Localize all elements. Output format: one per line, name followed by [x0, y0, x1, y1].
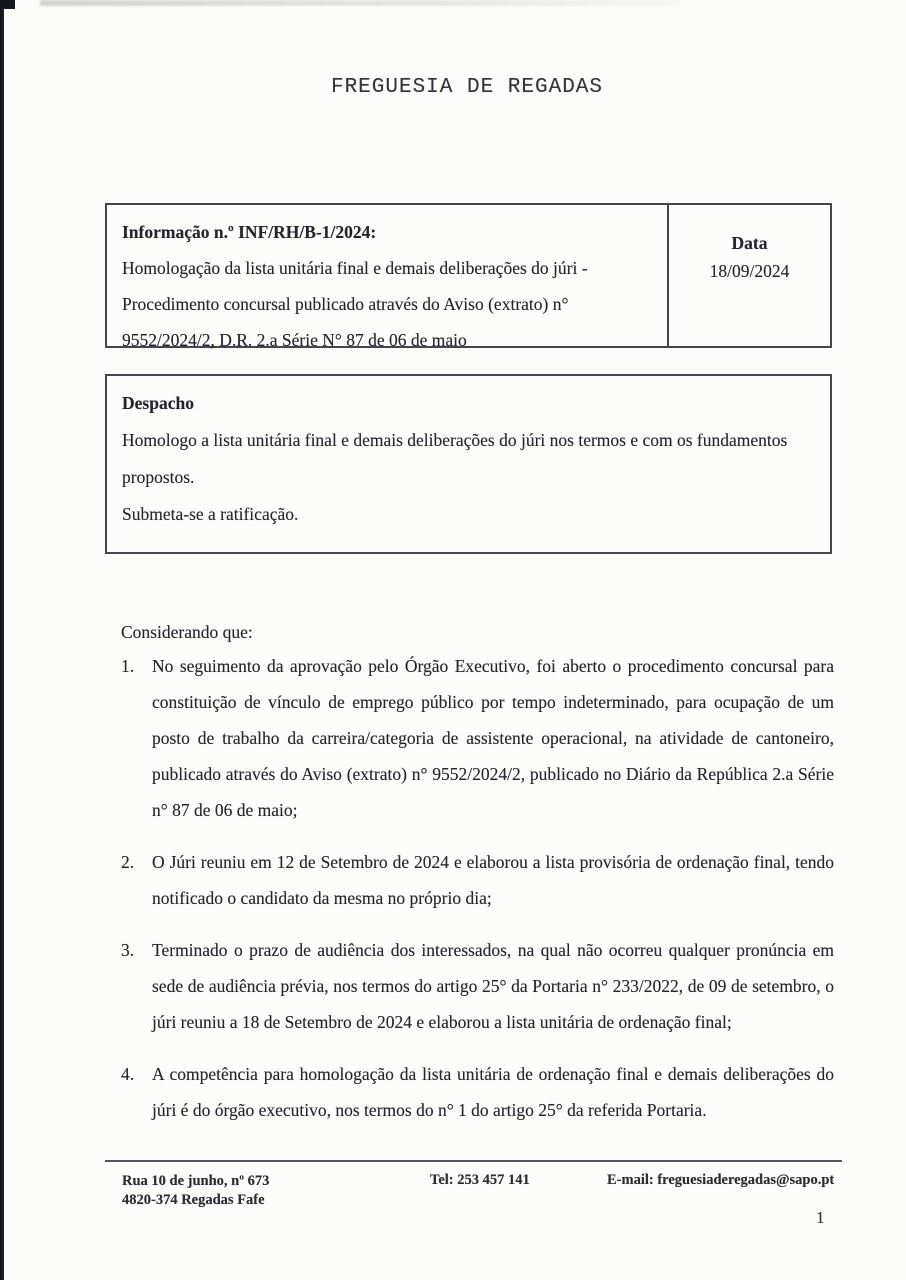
- consideration-item: [121, 844, 834, 916]
- despacho-text-line: Submeta-se a ratificação.: [122, 504, 299, 524]
- page-number: 1: [816, 1208, 825, 1227]
- item-text: Terminado o prazo de audiência dos interessados, na qual não ocorreu qualquer pronúncia em sede de audiência prévia, nos termos do artigo 25° da Portaria n° 233/2022, de 09 de setembro, o júri reuniu a 18 de Setembro de 2024 e elaborou a lista unitária de ordenação final;: [152, 940, 834, 1032]
- document-title: FREGUESIA DE REGADAS: [330, 76, 604, 99]
- consideration-item: [121, 1056, 834, 1128]
- info-table: [105, 203, 832, 348]
- item-number: 2.: [121, 852, 135, 872]
- considerations-section: [121, 618, 834, 1144]
- info-reference-number: Informação n.º INF/RH/B-1/2024:: [122, 222, 377, 242]
- consideration-item: [121, 648, 834, 828]
- despacho-box: [105, 374, 832, 554]
- info-subject-line: 9552/2024/2, D.R. 2.a Série N° 87 de 06 de maio: [122, 330, 467, 350]
- footer-address-line1: Rua 10 de junho, nº 673: [122, 1173, 270, 1189]
- considerations-list: [121, 648, 834, 1128]
- info-cell-main: [107, 205, 669, 350]
- despacho-title: Despacho: [122, 393, 194, 413]
- item-text: O Júri reuniu em 12 de Setembro de 2024 e elaborou a lista provisória de ordenação final, tendo notificado o candidato da mesma no próprio dia;: [152, 852, 834, 908]
- scan-left-edge-artifact: [0, 0, 4, 1280]
- despacho-text-line: propostos.: [122, 467, 195, 487]
- info-subject-line: Homologação da lista unitária final e demais deliberações do júri -: [122, 258, 588, 278]
- considerations-intro: Considerando que:: [121, 622, 253, 642]
- item-number: 1.: [121, 656, 135, 676]
- item-text: No seguimento da aprovação pelo Órgão Executivo, foi aberto o procedimento concursal para constituição de vínculo de emprego público por tempo indeterminado, para ocupação de um posto de trabalho da carreira/categoria de assistente operacional, na atividade de cantoneiro, publicado através do Aviso (extrato) n° 9552/2024/2, publicado no Diário da República 2.a Série n° 87 de 06 de maio;: [152, 656, 834, 820]
- date-value: 18/09/2024: [709, 261, 790, 281]
- footer-phone: Tel: 253 457 141: [430, 1172, 530, 1188]
- footer-divider: [105, 1160, 842, 1162]
- footer-address-line2: 4820-374 Regadas Fafe: [122, 1192, 265, 1208]
- item-number: 3.: [121, 940, 135, 960]
- footer-address: [122, 1172, 269, 1210]
- scan-top-smudge-artifact: [40, 0, 680, 6]
- despacho-text-line: Homologo a lista unitária final e demais deliberações do júri nos termos e com os fundamentos: [122, 430, 788, 450]
- consideration-item: [121, 932, 834, 1040]
- info-subject-line: Procedimento concursal publicado através do Aviso (extrato) n°: [122, 294, 569, 314]
- date-label: Data: [731, 233, 768, 253]
- scan-corner-artifact: [0, 0, 15, 9]
- footer-email: E-mail: freguesiaderegadas@sapo.pt: [607, 1172, 835, 1188]
- item-number: 4.: [121, 1064, 135, 1084]
- item-text: A competência para homologação da lista unitária de ordenação final e demais deliberações do júri é do órgão executivo, nos termos do n° 1 do artigo 25° da referida Portaria.: [152, 1064, 834, 1120]
- info-cell-date: [669, 205, 830, 346]
